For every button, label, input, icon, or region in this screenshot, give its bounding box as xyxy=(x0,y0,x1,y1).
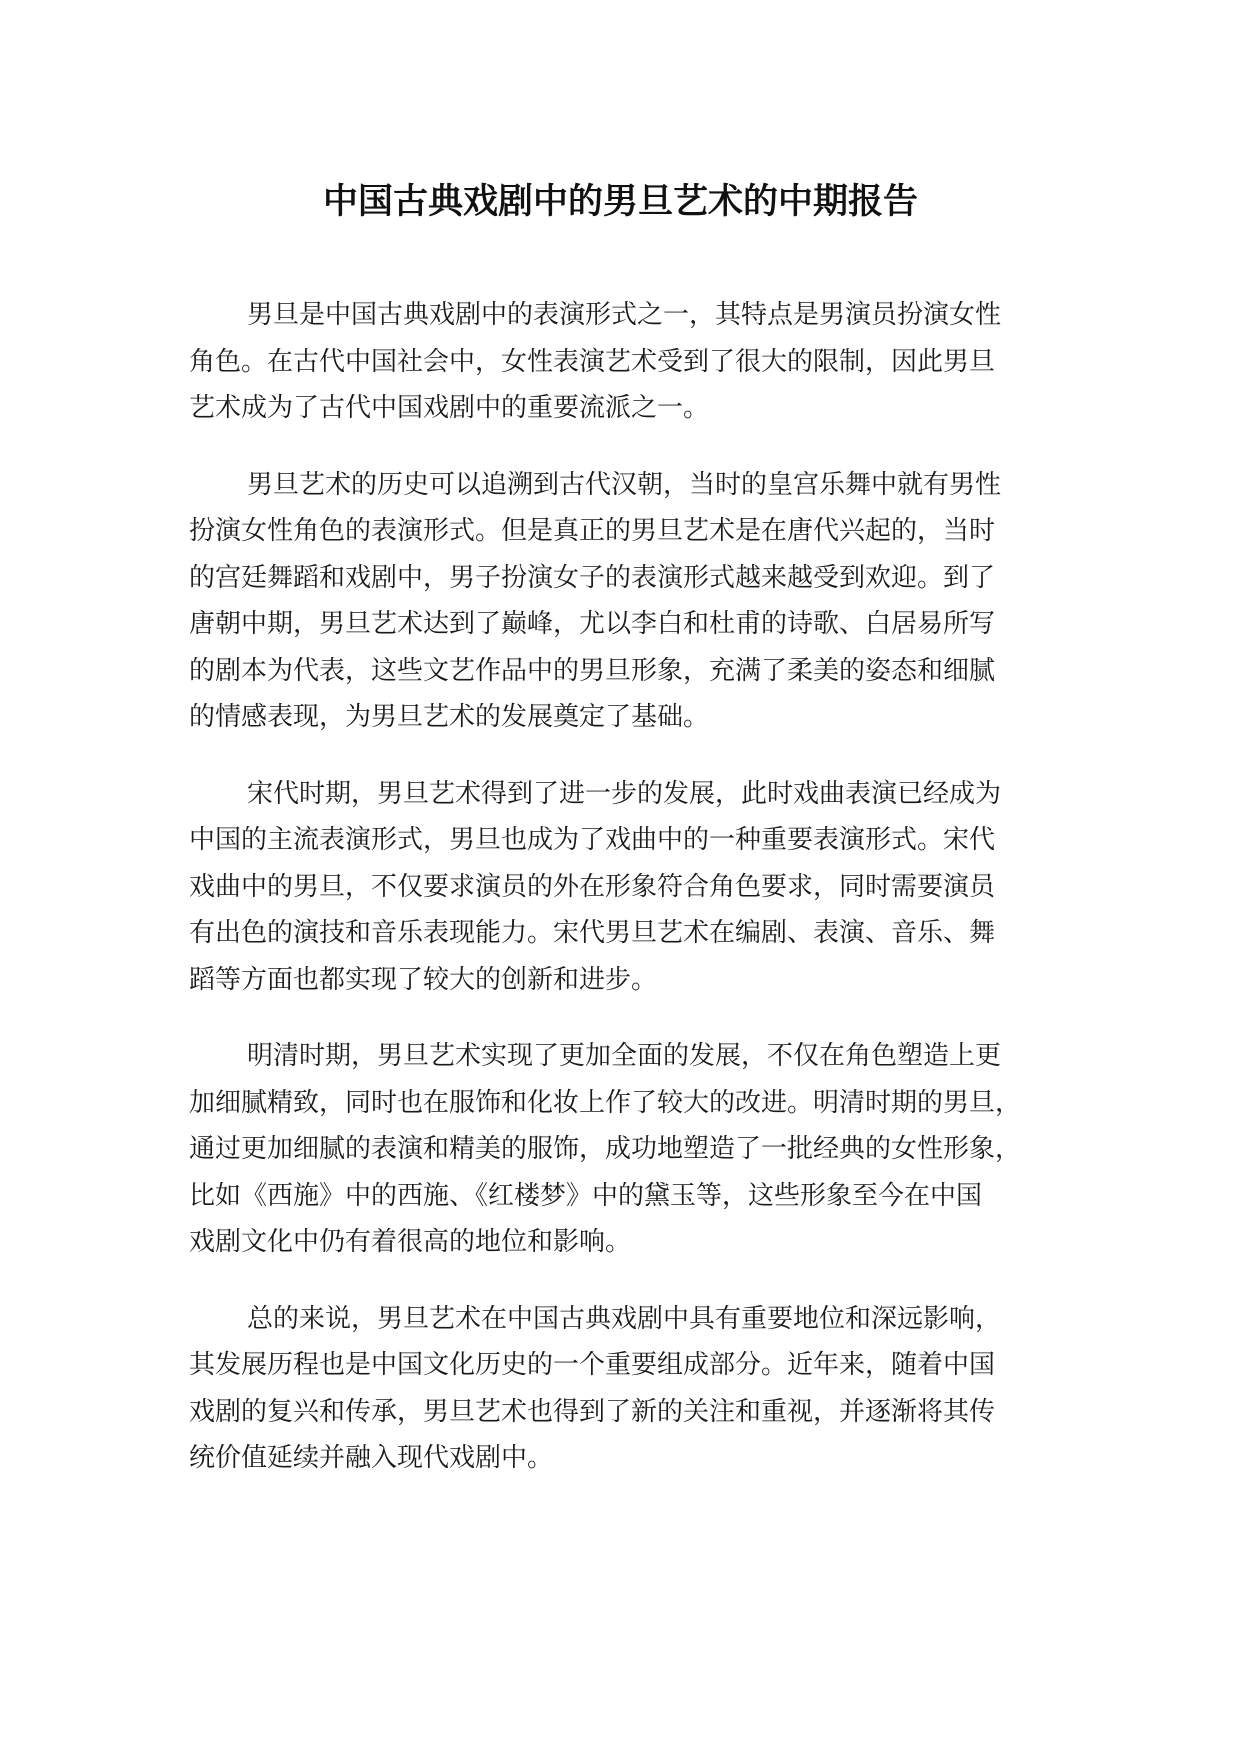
paragraph-3 xyxy=(189,771,1089,1004)
paragraph-line: 通过更加细腻的表演和精美的服饰，成功地塑造了一批经典的女性形象， xyxy=(189,1134,1022,1164)
paragraph-line: 艺术成为了古代中国戏剧中的重要流派之一。 xyxy=(189,393,710,423)
paragraph-line: 统价值延续并融入现代戏剧中。 xyxy=(189,1443,554,1473)
paragraph-line: 扮演女性角色的表演形式。但是真正的男旦艺术是在唐代兴起的，当时 xyxy=(189,516,996,546)
paragraph-line: 中国的主流表演形式，男旦也成为了戏曲中的一种重要表演形式。宋代 xyxy=(189,825,996,855)
paragraph-line: 的情感表现，为男旦艺术的发展奠定了基础。 xyxy=(189,702,710,732)
paragraph-line: 蹈等方面也都实现了较大的创新和进步。 xyxy=(189,964,658,995)
document-title: 中国古典戏剧中的男旦艺术的中期报告 xyxy=(322,182,918,222)
paragraph-line: 的剧本为代表，这些文艺作品中的男旦形象，充满了柔美的姿态和细腻 xyxy=(189,655,996,686)
paragraph-line: 加细腻精致，同时也在服饰和化妆上作了较大的改进。明清时期的男旦， xyxy=(189,1087,1022,1118)
paragraph-line: 有出色的演技和音乐表现能力。宋代男旦艺术在编剧、表演、音乐、舞 xyxy=(189,918,996,948)
paragraph-1 xyxy=(189,292,1089,432)
paragraph-line: 比如《西施》中的西施、《红楼梦》中的黛玉等，这些形象至今在中国 xyxy=(189,1180,983,1211)
paragraph-2 xyxy=(189,462,1089,741)
paragraph-line: 戏剧的复兴和传承，男旦艺术也得到了新的关注和重视，并逐渐将其传 xyxy=(189,1396,996,1427)
paragraph-5 xyxy=(189,1296,1089,1482)
paragraph-line: 的宫廷舞蹈和戏剧中，男子扮演女子的表演形式越来越受到欢迎。到了 xyxy=(189,562,996,593)
paragraph-line: 角色。在古代中国社会中，女性表演艺术受到了很大的限制，因此男旦 xyxy=(189,346,996,377)
paragraph-line: 其发展历程也是中国文化历史的一个重要组成部分。近年来，随着中国 xyxy=(189,1350,996,1380)
paragraph-line: 男旦是中国古典戏剧中的表演形式之一，其特点是男演员扮演女性 xyxy=(247,300,1002,330)
paragraph-line: 男旦艺术的历史可以追溯到古代汉朝，当时的皇宫乐舞中就有男性 xyxy=(247,469,1002,500)
paragraph-4 xyxy=(189,1033,1089,1266)
paragraph-line: 戏剧文化中仍有着很高的地位和影响。 xyxy=(189,1227,632,1257)
paragraph-line: 总的来说，男旦艺术在中国古典戏剧中具有重要地位和深远影响， xyxy=(247,1303,1002,1334)
document-body xyxy=(189,292,1089,1512)
paragraph-line: 戏曲中的男旦，不仅要求演员的外在形象符合角色要求，同时需要演员 xyxy=(189,871,996,902)
paragraph-line: 宋代时期，男旦艺术得到了进一步的发展，此时戏曲表演已经成为 xyxy=(247,778,1002,809)
paragraph-line: 明清时期，男旦艺术实现了更加全面的发展，不仅在角色塑造上更 xyxy=(247,1041,1002,1071)
paragraph-line: 唐朝中期，男旦艺术达到了巅峰，尤以李白和杜甫的诗歌、白居易所写 xyxy=(189,609,996,639)
